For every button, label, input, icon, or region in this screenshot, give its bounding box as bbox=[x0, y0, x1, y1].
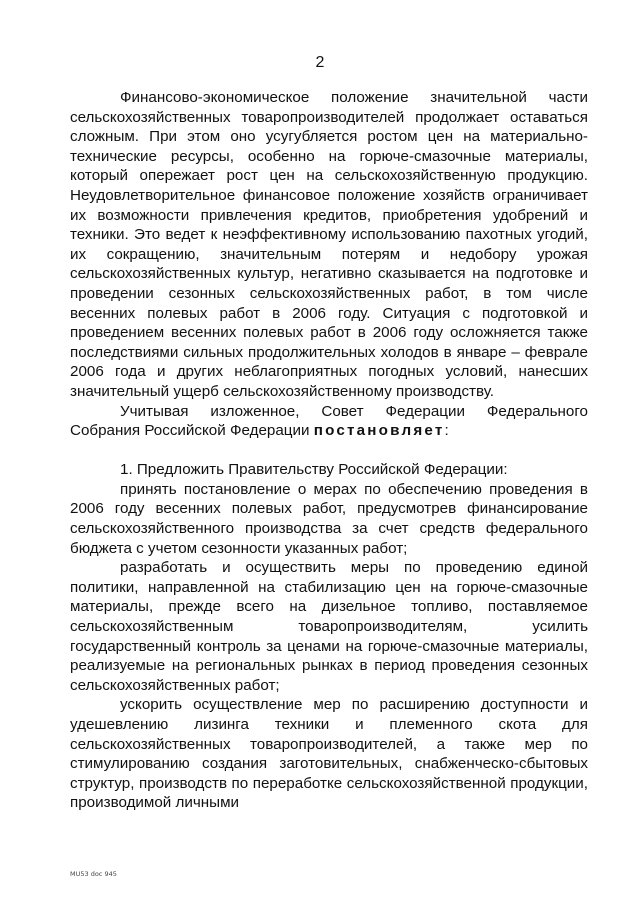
document-body bbox=[70, 88, 588, 813]
resolution-text: Учитывая изложенное, Совет Федерации Федерального Собрания Российской Федерации bbox=[70, 402, 588, 440]
resolution-colon: : bbox=[444, 422, 449, 440]
item-1-heading: 1. Предложить Правительству Российской Федерации: bbox=[120, 461, 508, 479]
page-number: 2 bbox=[315, 54, 325, 71]
resolution-keyword: постановляет bbox=[313, 422, 445, 440]
item-1-subitem-fuel-prices: разработать и осуществить меры по проведению единой политики, направленной на стабилизацию цен на горюче-смазочные материалы, прежде всего на дизельное топливо, поставляемое сельскохозяйственным товаропроизводителям, усилить государственный контроль за ценами на горюче-смазочные материалы, реализуемые на региональных рынках в период проведения сезонных сельскохозяйственных работ; bbox=[70, 559, 588, 694]
footer-file-reference: MU53 doc 945 bbox=[70, 870, 117, 878]
resolution-paragraph bbox=[70, 402, 588, 441]
item-1-subitem-spring-works: принять постановление о мерах по обеспечению проведения в 2006 году весенних полевых работ, предусмотрев финансирование сельскохозяйственного производства за счет средств федерального бюджета с учетом сезонности указанных работ; bbox=[70, 480, 588, 557]
paragraph-economic-situation: Финансово-экономическое положение значительной части сельскохозяйственных товаропроизводителей продолжает оставаться сложным. При этом оно усугубляется ростом цен на материально-технические ресурсы, особенно на горюче-смазочные материалы, который опережает рост цен на сельскохозяйственную продукцию. Неудовлетворительное финансовое положение хозяйств ограничивает их возможности привлечения кредитов, приобретения удобрений и техники. Это ведет к неэффективному использованию пахотных угодий, их сокращению, значительным потерям и недобору урожая сельскохозяйственных культур, негативно сказывается на подготовке и проведении сезонных сельскохозяйственных работ, в том числе весенних полевых работ в 2006 году. Ситуация с подготовкой и проведением весенних полевых работ в 2006 году осложняется также последствиями сильных продолжительных холодов в январе – феврале 2006 года и других неблагоприятных погодных условий, нанесших значительный ущерб сельскохозяйственному производству. bbox=[70, 89, 588, 400]
item-1-subitem-leasing: ускорить осуществление мер по расширению доступности и удешевлению лизинга техники и племенного скота для сельскохозяйственных товаропроизводителей, а также мер по стимулированию создания заготовительных, снабженческо-сбытовых структур, производств по переработке сельскохозяйственной продукции, производимой личными bbox=[70, 696, 588, 812]
